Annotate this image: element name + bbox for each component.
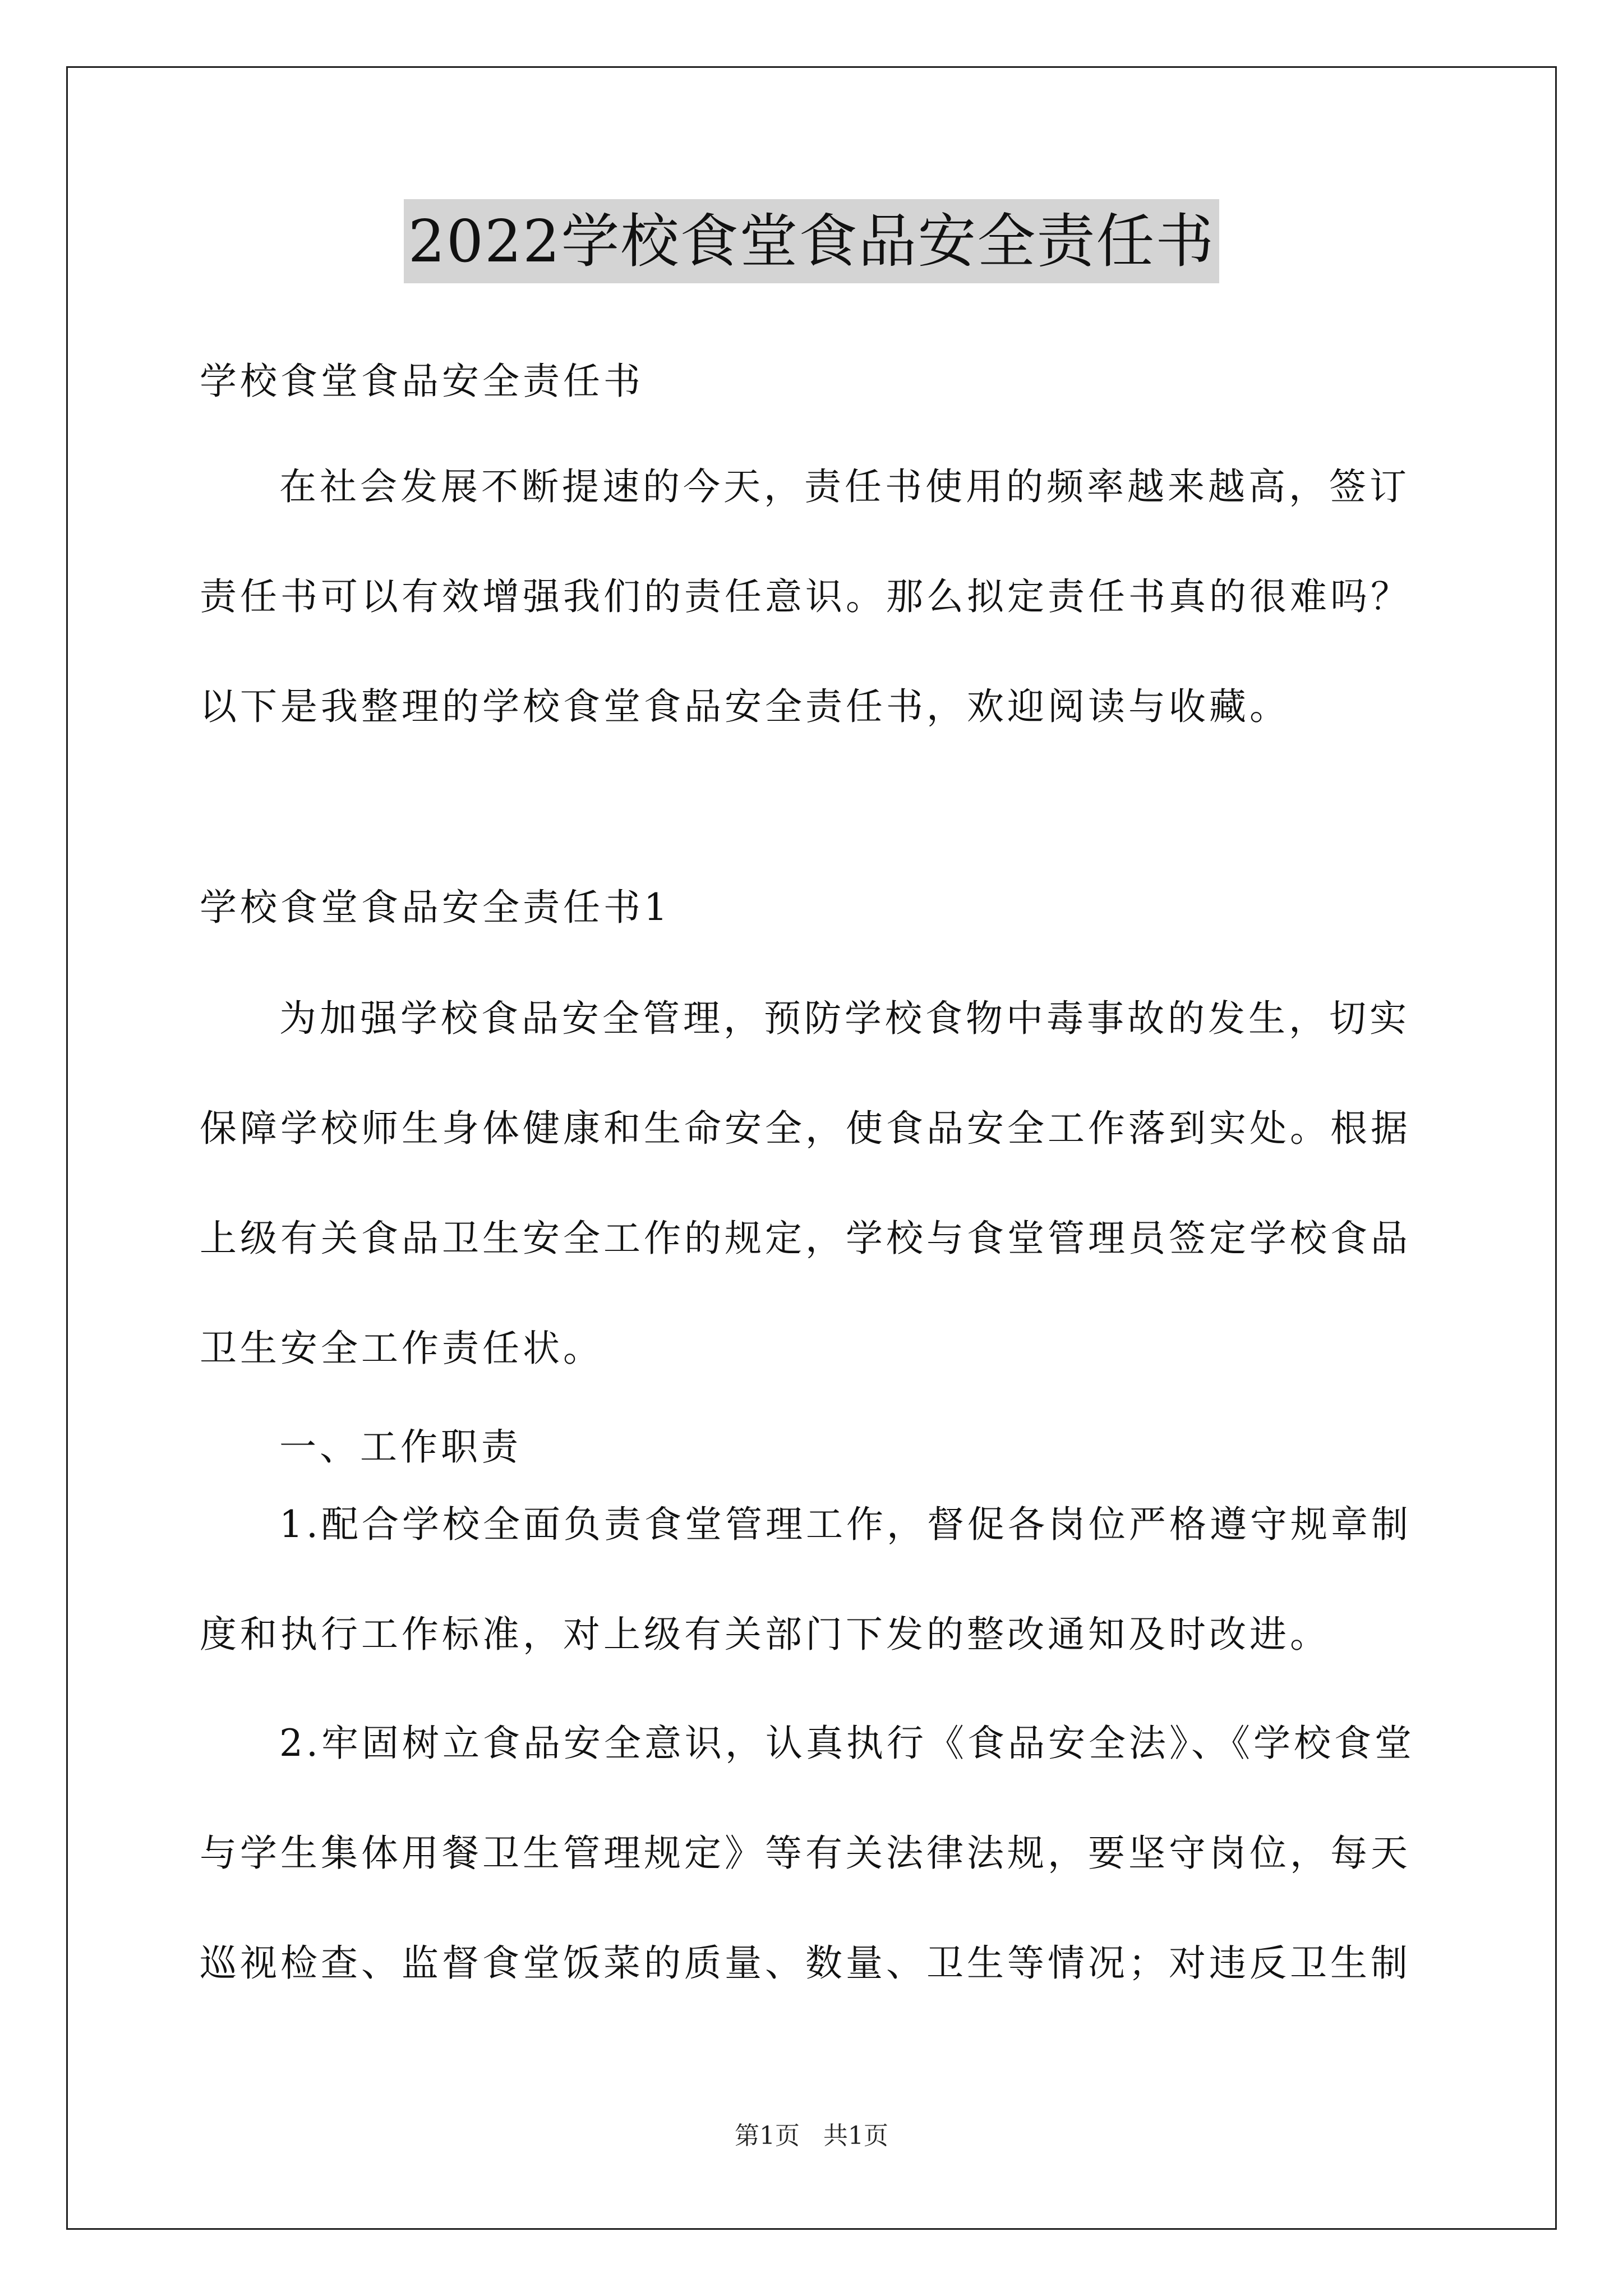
document-title-text: 2022学校食堂食品安全责任书 [404, 199, 1220, 283]
duty-heading-text: 一、工作职责 [279, 1425, 522, 1469]
intro-paragraph: 在社会发展不断提速的今天，责任书使用的频率越来越高，签订责任书可以有效增强我们的责任意识。那么拟定责任书真的很难吗？以下是我整理的学校食堂食品安全责任书，欢迎阅读与收藏。 [200, 465, 1411, 728]
page-footer [0, 2119, 1623, 2153]
page-total: 共1页 [823, 2122, 888, 2150]
page-number: 第1页 [735, 2122, 800, 2150]
purpose-paragraph: 为加强学校食品安全管理，预防学校食物中毒事故的发生，切实保障学校师生身体健康和生命安全，使食品安全工作落到实处。根据上级有关食品卫生安全工作的规定，学校与食堂管理员签定学校食品卫生安全工作责任状。 [200, 997, 1411, 1370]
document-title [0, 199, 1623, 283]
duty-item-1: 1.配合学校全面负责食堂管理工作，督促各岗位严格遵守规章制度和执行工作标准，对上级有关部门下发的整改通知及时改进。 [200, 1503, 1412, 1656]
section-heading: 学校食堂食品安全责任书1 [200, 886, 671, 929]
duty-heading [200, 1419, 522, 1475]
duty-item-2: 2.牢固树立食品安全意识，认真执行《食品安全法》、《学校食堂与学生集体用餐卫生管理规定》等有关法律法规，要坚守岗位，每天巡视检查、监督食堂饭菜的质量、数量、卫生等情况；对违反卫生制 [200, 1722, 1415, 1985]
subtitle: 学校食堂食品安全责任书 [200, 360, 644, 403]
